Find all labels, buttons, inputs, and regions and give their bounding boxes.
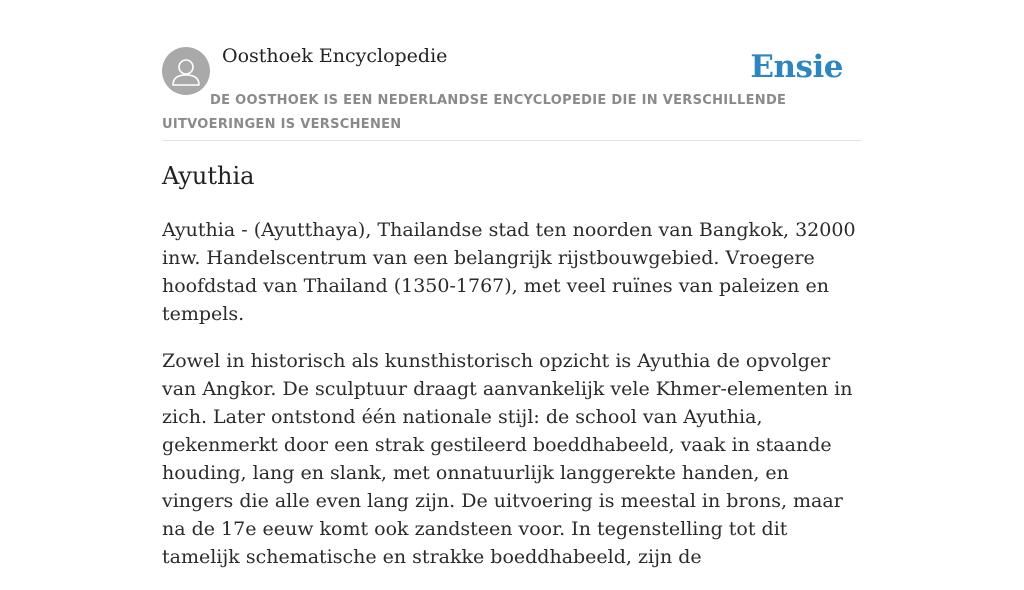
site-header — [162, 0, 862, 141]
article-body — [162, 216, 862, 590]
article-title: Ayuthia — [162, 162, 255, 190]
brand-logo[interactable]: Ensie — [750, 49, 843, 85]
page-container — [162, 0, 862, 568]
user-icon[interactable] — [162, 47, 210, 95]
site-name-link[interactable]: Oosthoek Encyclopedie — [222, 45, 448, 67]
article-paragraph: Ayuthia - (Ayutthaya), Thailandse stad ten noorden van Bangkok, 32000 inw. Handelscentrum van een belangrijk rijstbouwgebied. Vroegere hoofdstad van Thailand (1350-1767), met veel ruïnes van paleizen en tempels. — [162, 219, 856, 325]
article-paragraph: Zowel in historisch als kunsthistorisch opzicht is Ayuthia de opvolger van Angkor. De sculptuur draagt aanvankelijk vele Khmer-elementen in zich. Later ontstond één nationale stijl: de school van Ayuthia, gekenmerkt door een strak gestileerd boeddhabeeld, vaak in staande houding, lang en slank, met onnatuurlijk langgerekte handen, en vingers die alle even lang zijn. De uitvoering is meestal in brons, maar na de 17e eeuw komt ook zandsteen voor. In tegenstelling tot dit tamelijk schematische en strakke boeddhabeeld, zijn de — [162, 350, 853, 568]
site-tagline: DE OOSTHOEK IS EEN NEDERLANDSE ENCYCLOPEDIE DIE IN VERSCHILLENDE UITVOERINGEN IS VERSCHENEN — [162, 93, 787, 132]
